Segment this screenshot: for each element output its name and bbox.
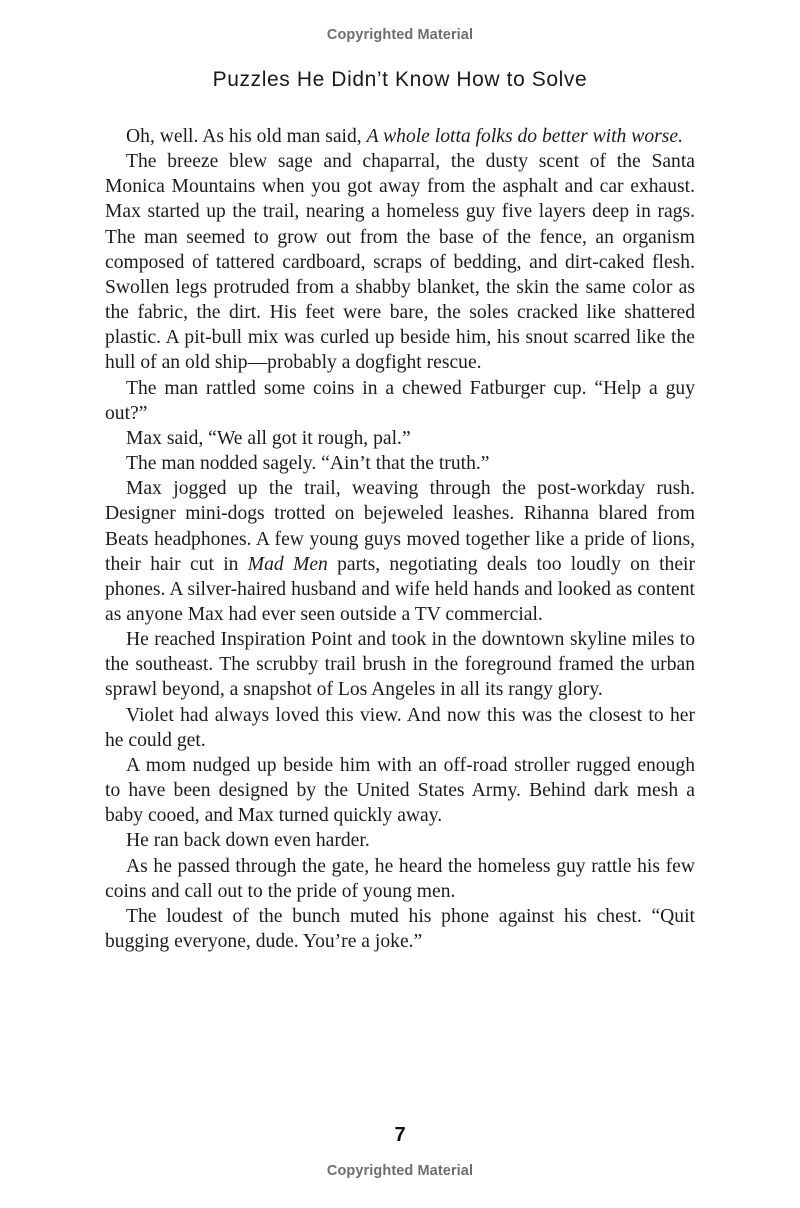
paragraph bbox=[105, 124, 695, 149]
paragraph: He ran back down even harder. bbox=[126, 830, 370, 852]
running-head-title: Puzzles He Didn’t Know How to Solve bbox=[212, 68, 588, 91]
italic-title: Mad Men bbox=[247, 553, 328, 575]
paragraph: The loudest of the bunch muted his phone against his chest. “Quit bugging everyone, dude. You’re a joke.” bbox=[105, 905, 695, 952]
paragraph: Max said, “We all got it rough, pal.” bbox=[126, 427, 411, 449]
page-number: 7 bbox=[394, 1124, 406, 1146]
paragraph: He reached Inspiration Point and took in the downtown skyline miles to the southeast. The scrubby trail brush in the foreground framed the urban sprawl beyond, a snapshot of Los Angeles in all its rangy glory. bbox=[105, 629, 695, 701]
paragraph-text: Oh, well. As his old man said, bbox=[126, 126, 367, 147]
paragraph: The man nodded sagely. “Ain’t that the truth.” bbox=[126, 453, 490, 475]
italic-quote: A whole lotta folks do better with worse. bbox=[366, 126, 683, 147]
paragraph bbox=[105, 476, 695, 627]
copyright-watermark-top: Copyrighted Material bbox=[326, 27, 474, 43]
paragraph: The breeze blew sage and chaparral, the dusty scent of the Santa Monica Mountains when you got away from the asphalt and car exhaust. Max started up the trail, nearing a homeless guy five layers deep in rags. The man seemed to grow out from the base of the fence, an organism composed of tattered cardboard, scraps of bedding, and dirt-caked flesh. Swollen legs protruded from a shabby blanket, the skin the same color as the fabric, the dirt. His feet were bare, the soles cracked like shattered plastic. A pit-bull mix was curled up beside him, his snout scarred like the hull of an old ship—probably a dogfight rescue. bbox=[105, 151, 695, 374]
chapter-body bbox=[105, 124, 695, 954]
paragraph-text: parts, negotiating deals too loudly on their phones. A silver-haired husband and wife held hands and looked as content as anyone Max had ever seen outside a TV commercial. bbox=[105, 553, 695, 625]
paragraph: A mom nudged up beside him with an off-road stroller rugged enough to have been designed by the United States Army. Behind dark mesh a baby cooed, and Max turned quickly away. bbox=[105, 754, 695, 827]
paragraph: As he passed through the gate, he heard the homeless guy rattle his few coins and call out to the pride of young men. bbox=[105, 855, 695, 902]
copyright-watermark-bottom: Copyrighted Material bbox=[326, 1163, 474, 1179]
paragraph-text: Max jogged up the trail, weaving through the post-workday rush. Designer mini-dogs trotted on bejeweled leashes. Rihanna blared from Beats headphones. A few young guys moved together like a pride of lions, their hair cut in bbox=[105, 478, 695, 575]
paragraph: The man rattled some coins in a chewed Fatburger cup. “Help a guy out?” bbox=[105, 377, 695, 424]
paragraph: Violet had always loved this view. And now this was the closest to her he could get. bbox=[105, 704, 695, 751]
